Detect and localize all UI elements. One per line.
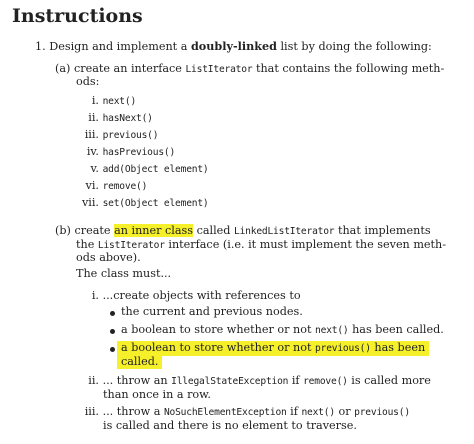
method-item [76,128,158,143]
method-code: remove() [102,181,148,192]
sub-ii-after: is called more [351,374,431,387]
sub-iii-number: iii. [84,405,99,418]
part-b-line2-code: ListIterator [97,240,165,251]
method-item [76,145,175,160]
highlighted-text: an inner class [114,224,194,237]
bullet-icon [110,329,115,334]
sub-iii-code-3: previous() [354,407,410,418]
item-1-line [35,39,432,54]
part-b-line2-after: interface (i.e. it must implement the seven meth- [168,238,447,251]
method-number: vii. [81,196,99,209]
method-number: v. [90,162,99,175]
method-code: add(Object element) [102,164,209,175]
bullet-3-code: previous() [315,343,371,354]
sub-i-text: ...create objects with references to [102,289,301,302]
method-item [76,196,209,211]
bullet-3-after: has been [374,341,426,354]
bullet-3-before: a boolean to store whether or not [121,341,312,354]
item-1-text-after: list by doing the following: [280,40,432,53]
bullet-icon [110,311,115,316]
sub-ii-line-2: than once in a row. [103,388,211,401]
part-b-text-before: create [74,224,111,237]
part-b-text-mid: called [196,224,231,237]
part-a-text-before: create an interface [73,62,182,75]
bullet-2-after: has been called. [352,323,444,336]
part-b-line-3: ods above). [76,251,141,264]
sub-iii-line-2: is called and there is no element to traverse. [103,419,357,432]
part-a-code: ListIterator [185,64,253,75]
bullet-3-line-1 [117,341,429,356]
method-item [76,111,153,126]
part-b-text-after: that implements [337,224,431,237]
method-item [76,179,147,194]
sub-ii-code-2: remove() [303,376,348,387]
item-1-bold: doubly-linked [190,39,277,53]
bullet-1-text: the current and previous nodes. [121,305,303,318]
part-b-line-1 [55,224,431,239]
part-a-line-1 [55,62,444,77]
method-number: i. [91,94,99,107]
sub-ii-before: ... throw an [102,374,168,387]
item-1-text-before: Design and implement a [49,40,188,53]
method-item [76,94,136,109]
method-number: iii. [84,128,99,141]
sub-iii-line-1 [76,405,410,420]
method-number: iv. [86,145,99,158]
sub-iii-before: ... throw a [102,405,161,418]
part-b-label: (b) [55,224,71,237]
sub-iii-code-2: next() [301,407,335,418]
sub-iii-mid-2: or [338,405,351,418]
part-a-label: (a) [55,62,71,75]
sub-ii-mid: if [291,374,300,387]
method-number: ii. [88,111,99,124]
method-code: hasNext() [102,113,153,124]
bullet-2-line [121,323,444,338]
bullet-2-before: a boolean to store whether or not [121,323,312,336]
bullet-3-line-2: called. [117,355,162,369]
bullet-icon [110,347,115,352]
page-title: Instructions [12,5,143,27]
method-number: vi. [85,179,99,192]
method-code: hasPrevious() [102,147,176,158]
sub-i-number: i. [91,289,99,302]
part-a-line-2: ods: [76,75,100,88]
sub-i-line [76,289,301,303]
sub-ii-number: ii. [88,374,99,387]
method-code: set(Object element) [102,198,209,209]
method-item [76,162,209,177]
part-b-code: LinkedListIterator [234,226,335,237]
sub-ii-code: IllegalStateException [171,376,289,387]
sub-iii-mid: if [290,405,298,418]
method-code: next() [102,96,137,107]
sub-iii-code: NoSuchElementException [163,407,287,418]
part-b-line2-before: the [76,238,95,251]
part-b-must: The class must... [76,267,172,280]
method-code: previous() [102,130,159,141]
part-a-text-after: that contains the following meth- [255,62,445,75]
bullet-2-code: next() [315,325,349,336]
item-1-number: 1. [35,40,46,53]
sub-ii-line-1 [76,374,431,389]
